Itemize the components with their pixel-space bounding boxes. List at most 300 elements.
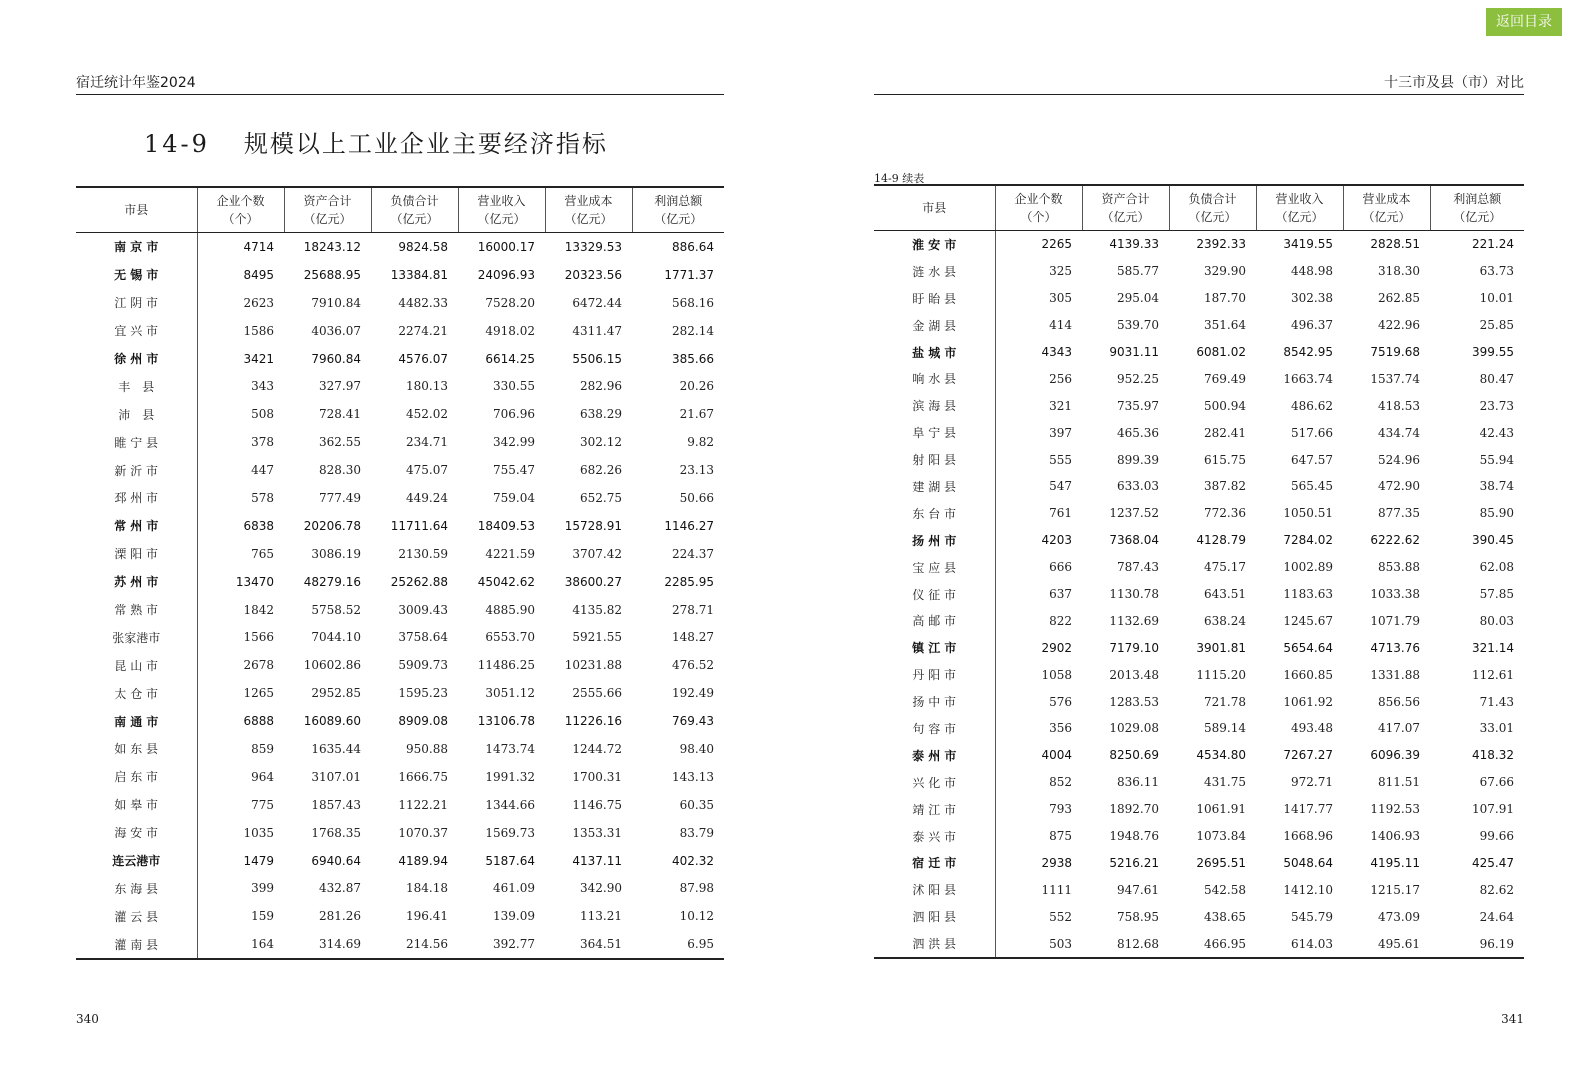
table-title-number: 14-9 (144, 130, 210, 158)
value-cell: 4343 (1041, 345, 1072, 359)
table-row (76, 623, 724, 651)
value-cell: 1183.63 (1283, 587, 1333, 602)
value-cell: 503 (1049, 936, 1072, 951)
table-row (76, 596, 724, 624)
value-cell: 4128.79 (1196, 533, 1246, 548)
column-header-label: 利润总额 (654, 194, 703, 208)
value-cell: 7267.27 (1283, 748, 1333, 763)
column-header (1169, 185, 1256, 231)
value-cell: 16089.60 (303, 714, 361, 729)
value-cell: 1070.37 (398, 825, 448, 840)
column-header-label: 营业收入 (1275, 192, 1324, 206)
value-cell: 3707.42 (572, 546, 622, 561)
value-cell: 5506.15 (572, 351, 622, 366)
value-cell: 447 (251, 463, 274, 478)
region-name-cell: 泰 兴 市 (874, 823, 995, 850)
value-cell: 63.73 (1479, 264, 1514, 279)
value-cell: 1771.37 (664, 267, 714, 282)
value-cell: 282.14 (672, 323, 714, 338)
value-cell: 399.55 (1472, 345, 1514, 359)
value-cell: 706.96 (493, 407, 535, 422)
value-cell: 772.36 (1204, 506, 1246, 521)
value-cell: 1344.66 (485, 797, 535, 812)
right-page (874, 0, 1524, 1077)
column-header-unit: （个） (222, 212, 259, 226)
value-cell: 164 (251, 937, 274, 952)
value-cell: 2555.66 (572, 686, 622, 701)
value-cell: 282.41 (1204, 425, 1246, 440)
value-cell: 721.78 (1204, 694, 1246, 709)
value-cell: 3051.12 (485, 686, 535, 701)
table-row (76, 763, 724, 791)
value-cell: 6472.44 (572, 295, 622, 310)
column-header (458, 187, 545, 233)
value-cell: 24.64 (1479, 909, 1514, 924)
value-cell: 425.47 (1472, 855, 1514, 870)
value-cell: 1768.35 (311, 825, 361, 840)
table-row (874, 581, 1524, 608)
column-header-unit: （亿元） (303, 212, 352, 226)
region-name-cell: 滨 海 县 (874, 392, 995, 419)
value-cell: 1111 (1041, 882, 1072, 897)
value-cell: 475.17 (1204, 560, 1246, 575)
column-header-label: 企业个数 (216, 194, 265, 208)
value-cell: 9.82 (687, 435, 714, 450)
value-cell: 1029.08 (1109, 721, 1159, 736)
table-row (874, 742, 1524, 769)
value-cell: 25688.95 (303, 267, 361, 282)
value-cell: 432.87 (319, 881, 361, 896)
region-name-cell: 句 容 市 (874, 715, 995, 742)
value-cell: 972.71 (1291, 775, 1333, 790)
column-header-label: 市县 (922, 201, 947, 215)
value-cell: 473.09 (1378, 909, 1420, 924)
value-cell: 8250.69 (1109, 748, 1159, 763)
value-cell: 5048.64 (1283, 855, 1333, 870)
value-cell: 23.13 (679, 463, 714, 478)
region-name-cell: 泗 阳 县 (874, 903, 995, 930)
value-cell: 828.30 (319, 463, 361, 478)
left-page (76, 0, 724, 1077)
value-cell: 2013.48 (1109, 667, 1159, 682)
value-cell: 4203 (1041, 533, 1072, 548)
value-cell: 466.95 (1204, 936, 1246, 951)
value-cell: 8909.08 (398, 714, 448, 729)
value-cell: 7519.68 (1370, 345, 1420, 359)
column-header (284, 187, 371, 233)
table-row (874, 446, 1524, 473)
value-cell: 633.03 (1117, 479, 1159, 494)
value-cell: 422.96 (1378, 318, 1420, 333)
region-name-cell: 常 州 市 (76, 512, 197, 540)
value-cell: 822 (1049, 613, 1072, 628)
value-cell: 4311.47 (572, 323, 622, 338)
value-cell: 10.12 (679, 909, 714, 924)
value-cell: 4189.94 (398, 853, 448, 868)
table-row (76, 372, 724, 400)
value-cell: 390.45 (1472, 533, 1514, 548)
value-cell: 787.43 (1117, 560, 1159, 575)
value-cell: 4576.07 (398, 351, 448, 366)
region-name-cell: 响 水 县 (874, 365, 995, 392)
value-cell: 85.90 (1479, 506, 1514, 521)
value-cell: 23.73 (1479, 398, 1514, 413)
region-name-cell: 仪 征 市 (874, 581, 995, 608)
column-header-unit: （亿元） (1275, 210, 1324, 224)
value-cell: 196.41 (406, 909, 448, 924)
value-cell: 281.26 (319, 909, 361, 924)
value-cell: 385.66 (672, 351, 714, 366)
value-cell: 256 (1049, 371, 1072, 386)
value-cell: 4135.82 (572, 602, 622, 617)
value-cell: 964 (251, 769, 274, 784)
value-cell: 877.35 (1378, 506, 1420, 521)
value-cell: 418.53 (1378, 398, 1420, 413)
column-header-unit: （亿元） (390, 212, 439, 226)
value-cell: 4713.76 (1370, 640, 1420, 655)
region-name-cell: 盱 眙 县 (874, 285, 995, 312)
value-cell: 7179.10 (1109, 640, 1159, 655)
value-cell: 1948.76 (1109, 829, 1159, 844)
region-name-cell: 灌 南 县 (76, 930, 197, 959)
region-name-cell: 灌 云 县 (76, 902, 197, 930)
value-cell: 5187.64 (485, 853, 535, 868)
value-cell: 20.26 (679, 379, 714, 394)
value-cell: 4004 (1041, 748, 1072, 763)
column-header-label: 资产合计 (1101, 192, 1150, 206)
value-cell: 9824.58 (398, 239, 448, 254)
value-cell: 2130.59 (398, 546, 448, 561)
column-header-unit: （亿元） (1453, 210, 1502, 224)
value-cell: 184.18 (406, 881, 448, 896)
value-cell: 769.49 (1204, 371, 1246, 386)
value-cell: 735.97 (1117, 398, 1159, 413)
table-row (874, 554, 1524, 581)
value-cell: 6940.64 (311, 853, 361, 868)
table-row (874, 769, 1524, 796)
column-header (995, 185, 1082, 231)
value-cell: 811.51 (1378, 775, 1420, 790)
value-cell: 6081.02 (1196, 345, 1246, 359)
value-cell: 1537.74 (1370, 371, 1420, 386)
value-cell: 1237.52 (1109, 506, 1159, 521)
value-cell: 1412.10 (1283, 882, 1333, 897)
region-name-cell: 无 锡 市 (76, 261, 197, 289)
value-cell: 1569.73 (485, 825, 535, 840)
table-row (874, 339, 1524, 366)
value-cell: 418.32 (1472, 748, 1514, 763)
value-cell: 552 (1049, 909, 1072, 924)
value-cell: 60.35 (679, 797, 714, 812)
region-name-cell: 泰 州 市 (874, 742, 995, 769)
value-cell: 20206.78 (303, 518, 361, 533)
table-row (76, 791, 724, 819)
value-cell: 682.26 (580, 463, 622, 478)
value-cell: 812.68 (1117, 936, 1159, 951)
region-name-cell: 如 东 县 (76, 735, 197, 763)
table-row (76, 456, 724, 484)
column-header-unit: （亿元） (564, 212, 613, 226)
back-to-contents-button[interactable]: 返回目录 (1486, 8, 1562, 36)
value-cell: 2274.21 (398, 323, 448, 338)
page-number-left: 340 (76, 1012, 99, 1026)
value-cell: 282.96 (580, 379, 622, 394)
table-row (76, 707, 724, 735)
value-cell: 3086.19 (311, 546, 361, 561)
value-cell: 414 (1049, 318, 1072, 333)
running-head-right: 十三市及县（市）对比 (874, 72, 1524, 95)
table-header-row (76, 187, 724, 233)
column-header-unit: （亿元） (654, 212, 703, 226)
value-cell: 495.61 (1378, 936, 1420, 951)
value-cell: 98.40 (679, 741, 714, 756)
table-row (76, 317, 724, 345)
value-cell: 13470 (235, 574, 274, 589)
table-row (874, 527, 1524, 554)
value-cell: 1857.43 (311, 797, 361, 812)
value-cell: 112.61 (1472, 667, 1514, 682)
region-name-cell: 徐 州 市 (76, 345, 197, 373)
value-cell: 4137.11 (572, 853, 622, 868)
region-name-cell: 常 熟 市 (76, 596, 197, 624)
region-name-cell: 涟 水 县 (874, 258, 995, 285)
value-cell: 486.62 (1291, 398, 1333, 413)
value-cell: 1406.93 (1370, 829, 1420, 844)
value-cell: 852 (1049, 775, 1072, 790)
value-cell: 11226.16 (564, 714, 622, 729)
value-cell: 21.67 (679, 407, 714, 422)
value-cell: 214.56 (406, 937, 448, 952)
column-header (76, 187, 197, 233)
value-cell: 1892.70 (1109, 802, 1159, 817)
value-cell: 1146.75 (572, 797, 622, 812)
value-cell: 234.71 (406, 435, 448, 450)
value-cell: 148.27 (672, 630, 714, 645)
region-name-cell: 兴 化 市 (874, 769, 995, 796)
value-cell: 24096.93 (477, 267, 535, 282)
value-cell: 321 (1049, 398, 1072, 413)
table-row (874, 312, 1524, 339)
table-row (76, 902, 724, 930)
value-cell: 18243.12 (303, 239, 361, 254)
value-cell: 759.04 (493, 490, 535, 505)
region-name-cell: 盐 城 市 (874, 339, 995, 366)
table-row (76, 289, 724, 317)
value-cell: 1130.78 (1109, 587, 1159, 602)
region-name-cell: 新 沂 市 (76, 456, 197, 484)
table-row (76, 874, 724, 902)
table-row (874, 688, 1524, 715)
value-cell: 143.13 (672, 769, 714, 784)
table-row (76, 512, 724, 540)
table-row (874, 930, 1524, 958)
value-cell: 4036.07 (311, 323, 361, 338)
region-name-cell: 东 海 县 (76, 874, 197, 902)
value-cell: 1566 (243, 630, 274, 645)
table-row (76, 679, 724, 707)
region-name-cell: 扬 中 市 (874, 688, 995, 715)
value-cell: 6838 (243, 518, 274, 533)
region-name-cell: 镇 江 市 (874, 634, 995, 661)
value-cell: 6096.39 (1370, 748, 1420, 763)
table-row (874, 285, 1524, 312)
table-row (76, 735, 724, 763)
value-cell: 1002.89 (1283, 560, 1333, 575)
column-header (1082, 185, 1169, 231)
value-cell: 7528.20 (485, 295, 535, 310)
value-cell: 16000.17 (477, 239, 535, 254)
value-cell: 637 (1049, 587, 1072, 602)
value-cell: 755.47 (493, 463, 535, 478)
value-cell: 2392.33 (1196, 237, 1246, 252)
value-cell: 836.11 (1117, 775, 1159, 790)
value-cell: 1033.38 (1370, 587, 1420, 602)
value-cell: 542.58 (1204, 882, 1246, 897)
region-name-cell: 苏 州 市 (76, 568, 197, 596)
value-cell: 585.77 (1117, 264, 1159, 279)
value-cell: 42.43 (1479, 425, 1514, 440)
table-header-row (874, 185, 1524, 231)
value-cell: 33.01 (1479, 721, 1514, 736)
table-row (76, 568, 724, 596)
value-cell: 325 (1049, 264, 1072, 279)
value-cell: 20323.56 (564, 267, 622, 282)
value-cell: 1595.23 (398, 686, 448, 701)
value-cell: 758.95 (1117, 909, 1159, 924)
table-row (76, 400, 724, 428)
running-head-left: 宿迁统计年鉴2024 (76, 72, 724, 95)
region-name-cell: 南 通 市 (76, 707, 197, 735)
value-cell: 508 (251, 407, 274, 422)
value-cell: 589.14 (1204, 721, 1246, 736)
value-cell: 1050.51 (1283, 506, 1333, 521)
column-header (1343, 185, 1430, 231)
value-cell: 1132.69 (1109, 613, 1159, 628)
value-cell: 402.32 (672, 853, 714, 868)
value-cell: 96.19 (1479, 936, 1514, 951)
column-header (545, 187, 632, 233)
region-name-cell: 阜 宁 县 (874, 419, 995, 446)
column-header (874, 185, 995, 231)
value-cell: 107.91 (1472, 802, 1514, 817)
column-header-label: 营业收入 (477, 194, 526, 208)
value-cell: 856.56 (1378, 694, 1420, 709)
value-cell: 1635.44 (311, 741, 361, 756)
value-cell: 7960.84 (311, 351, 361, 366)
value-cell: 461.09 (493, 881, 535, 896)
value-cell: 765 (251, 546, 274, 561)
value-cell: 1586 (243, 323, 274, 338)
value-cell: 875 (1049, 829, 1072, 844)
column-header-label: 利润总额 (1453, 192, 1502, 206)
value-cell: 1058 (1041, 667, 1072, 682)
region-name-cell: 宿 迁 市 (874, 849, 995, 876)
value-cell: 1146.27 (664, 518, 714, 533)
value-cell: 643.51 (1204, 587, 1246, 602)
value-cell: 2828.51 (1370, 237, 1420, 252)
value-cell: 761 (1049, 506, 1072, 521)
region-name-cell: 射 阳 县 (874, 446, 995, 473)
value-cell: 886.64 (672, 239, 714, 254)
value-cell: 2938 (1041, 855, 1072, 870)
value-cell: 3009.43 (398, 602, 448, 617)
value-cell: 472.90 (1378, 479, 1420, 494)
value-cell: 392.77 (493, 937, 535, 952)
value-cell: 113.21 (580, 909, 622, 924)
region-name-cell: 溧 阳 市 (76, 540, 197, 568)
table-row (874, 258, 1524, 285)
region-name-cell: 宜 兴 市 (76, 317, 197, 345)
value-cell: 38600.27 (564, 574, 622, 589)
value-cell: 449.24 (406, 490, 448, 505)
table-row (874, 715, 1524, 742)
value-cell: 4221.59 (485, 546, 535, 561)
value-cell: 476.52 (672, 658, 714, 673)
value-cell: 1115.20 (1196, 667, 1246, 682)
table-row (874, 903, 1524, 930)
region-name-cell: 宝 应 县 (874, 554, 995, 581)
value-cell: 769.43 (672, 714, 714, 729)
value-cell: 899.39 (1117, 452, 1159, 467)
value-cell: 25262.88 (390, 574, 448, 589)
value-cell: 80.03 (1479, 613, 1514, 628)
region-name-cell: 如 皋 市 (76, 791, 197, 819)
value-cell: 82.62 (1479, 882, 1514, 897)
value-cell: 387.82 (1204, 479, 1246, 494)
value-cell: 666 (1049, 560, 1072, 575)
value-cell: 10.01 (1479, 291, 1514, 306)
value-cell: 2952.85 (311, 686, 361, 701)
value-cell: 8542.95 (1283, 345, 1333, 359)
value-cell: 351.64 (1204, 318, 1246, 333)
table-row (874, 849, 1524, 876)
value-cell: 578 (251, 490, 274, 505)
value-cell: 950.88 (406, 741, 448, 756)
value-cell: 25.85 (1479, 318, 1514, 333)
value-cell: 3901.81 (1196, 640, 1246, 655)
value-cell: 565.45 (1291, 479, 1333, 494)
value-cell: 329.90 (1204, 264, 1246, 279)
value-cell: 1417.77 (1283, 802, 1333, 817)
value-cell: 1265 (243, 686, 274, 701)
value-cell: 1061.92 (1283, 694, 1333, 709)
value-cell: 638.24 (1204, 613, 1246, 628)
value-cell: 1991.32 (485, 769, 535, 784)
table-row (874, 500, 1524, 527)
column-header-label: 负债合计 (1188, 192, 1237, 206)
column-header-label: 营业成本 (1362, 192, 1411, 206)
value-cell: 5758.52 (311, 602, 361, 617)
region-name-cell: 昆 山 市 (76, 651, 197, 679)
value-cell: 2695.51 (1196, 855, 1246, 870)
value-cell: 1071.79 (1370, 613, 1420, 628)
value-cell: 1479 (243, 853, 274, 868)
value-cell: 71.43 (1479, 694, 1514, 709)
value-cell: 278.71 (672, 602, 714, 617)
region-name-cell: 扬 州 市 (874, 527, 995, 554)
value-cell: 302.38 (1291, 291, 1333, 306)
region-name-cell: 建 湖 县 (874, 473, 995, 500)
region-name-cell: 张家港市 (76, 623, 197, 651)
value-cell: 1215.17 (1370, 882, 1420, 897)
value-cell: 615.75 (1204, 452, 1246, 467)
value-cell: 7044.10 (311, 630, 361, 645)
column-header-unit: （亿元） (1101, 210, 1150, 224)
value-cell: 1663.74 (1283, 371, 1333, 386)
value-cell: 224.37 (672, 546, 714, 561)
table-row (76, 428, 724, 456)
value-cell: 87.98 (679, 881, 714, 896)
